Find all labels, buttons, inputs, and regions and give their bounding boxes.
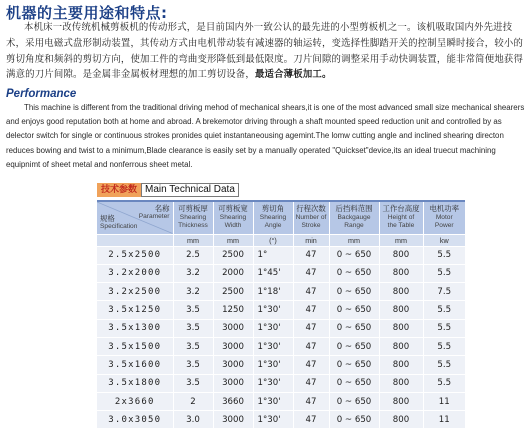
table-cell: 0 ~ 650 bbox=[329, 374, 379, 392]
table-cell: 3.5x1250 bbox=[97, 301, 173, 319]
column-header-en: Shearing bbox=[179, 213, 207, 221]
column-header-en: the Table bbox=[387, 221, 415, 229]
column-header-en: Height of bbox=[387, 213, 415, 221]
table-cell: 1°30' bbox=[253, 392, 293, 410]
unit-cell: kw bbox=[423, 234, 465, 246]
intro-paragraph-cn bbox=[6, 20, 526, 83]
table-cell: 1°30' bbox=[253, 337, 293, 355]
column-header-en: Power bbox=[434, 221, 454, 229]
table-cell: 7.5 bbox=[423, 283, 465, 301]
table-cell: 800 bbox=[379, 337, 423, 355]
table-cell: 800 bbox=[379, 356, 423, 374]
table-cell: 1°45' bbox=[253, 264, 293, 282]
column-header-en: Shearing bbox=[219, 213, 247, 221]
table-cell: 0 ~ 650 bbox=[329, 392, 379, 410]
table-cell: 3.0 bbox=[173, 411, 213, 429]
table-cell: 0 ~ 650 bbox=[329, 301, 379, 319]
unit-cell: mm bbox=[379, 234, 423, 246]
table-cell: 1°30' bbox=[253, 301, 293, 319]
table-cell: 3.5x1600 bbox=[97, 356, 173, 374]
table-row bbox=[97, 356, 465, 374]
table-cell: 3.0x3050 bbox=[97, 411, 173, 429]
column-header-en: Angle bbox=[264, 221, 282, 229]
table-cell: 2500 bbox=[213, 246, 253, 264]
intro-text-cn: 本机床一改传统机械剪板机的传动形式，是目前国内外一致公认的最先进的小型剪板机之一。该机吸取国内外先进技术，采用电磁式盘形制动装置，其传动方式由电机带动装有减速器的轴运转，变选择性脚踏开关的控制呈瞬时接合，较小的剪切角度和频斜的剪切方向，使加工件的弯曲变形降低到最低限度。刀片间隙的调整采用手动快调装置，能非常简便地获得满意的刀片间隙。是金属非金属板材理想的加工剪切设备， bbox=[6, 22, 524, 81]
unit-cell: (°) bbox=[253, 234, 293, 246]
table-cell: 5.5 bbox=[423, 356, 465, 374]
table-cell: 11 bbox=[423, 411, 465, 429]
column-header-cn: 可剪板厚 bbox=[178, 204, 208, 214]
table-cell: 3.2 bbox=[173, 283, 213, 301]
column-header-en: Width bbox=[224, 221, 242, 229]
column-header-cn: 电机功率 bbox=[429, 204, 460, 214]
table-cell: 1°30' bbox=[253, 319, 293, 337]
column-header bbox=[293, 202, 329, 234]
table-cell: 0 ~ 650 bbox=[329, 283, 379, 301]
table-cell: 1250 bbox=[213, 301, 253, 319]
specification-label-en: Specification bbox=[100, 222, 138, 230]
unit-cell: min bbox=[293, 234, 329, 246]
table-cell: 1°30' bbox=[253, 356, 293, 374]
table-cell: 5.5 bbox=[423, 246, 465, 264]
table-cell: 1°18' bbox=[253, 283, 293, 301]
table-units-row bbox=[97, 234, 465, 246]
intro-emphasis-cn: 最适合薄板加工。 bbox=[254, 69, 332, 81]
column-header-en: Thickness bbox=[178, 221, 208, 229]
table-cell: 3660 bbox=[213, 392, 253, 410]
table-cell: 2.5x2500 bbox=[97, 246, 173, 264]
table-cell: 47 bbox=[293, 411, 329, 429]
table-cell: 800 bbox=[379, 374, 423, 392]
column-header-en: Shearing bbox=[259, 213, 287, 221]
table-cell: 0 ~ 650 bbox=[329, 264, 379, 282]
unit-cell: mm bbox=[173, 234, 213, 246]
performance-paragraph: This machine is different from the traditional driving mehod of mechanical shears,it is one of the most advanced small size mechanical shearers and enjoys good reputation both at home and abroad. A brekemotor driving through a shaft mounted speed reduction unit and controlled by as delector switch for single or continuous strokes pronides quiet instantaneousing agemint.The lomw cutting angle and inclined shearing directon reduces bowing and twist to a minimum,Blade clearance is easily set by a manually operated "Quickset"device,its an ideal truecut machining equipnimt of sheet metal and nonferrous sheet metal. bbox=[6, 103, 525, 169]
unit-cell: mm bbox=[213, 234, 253, 246]
table-cell: 800 bbox=[379, 319, 423, 337]
table-cell: 47 bbox=[293, 283, 329, 301]
table-cell: 3.5 bbox=[173, 301, 213, 319]
column-header bbox=[253, 202, 293, 234]
spec-table bbox=[97, 202, 465, 429]
column-header-cn: 工作台高度 bbox=[382, 204, 420, 214]
column-header-en: Range bbox=[344, 221, 364, 229]
table-cell: 3000 bbox=[213, 356, 253, 374]
table-cell: 800 bbox=[379, 283, 423, 301]
table-cell: 800 bbox=[379, 392, 423, 410]
table-cell: 1°30' bbox=[253, 374, 293, 392]
table-cell: 3000 bbox=[213, 337, 253, 355]
table-row bbox=[97, 411, 465, 429]
column-header-en: Stroke bbox=[301, 221, 321, 229]
table-row bbox=[97, 392, 465, 410]
table-cell: 1°30' bbox=[253, 411, 293, 429]
table-cell: 47 bbox=[293, 374, 329, 392]
parameter-label-en: Parameter bbox=[138, 213, 170, 220]
table-cell: 2500 bbox=[213, 283, 253, 301]
table-cell: 0 ~ 650 bbox=[329, 411, 379, 429]
tech-data-heading bbox=[97, 183, 239, 197]
table-cell: 3.5 bbox=[173, 374, 213, 392]
table-cell: 3.5 bbox=[173, 337, 213, 355]
table-cell: 800 bbox=[379, 264, 423, 282]
column-header-cn: 剪切角 bbox=[261, 204, 285, 214]
table-cell: 800 bbox=[379, 246, 423, 264]
column-header-cn: 后挡料范围 bbox=[335, 204, 373, 214]
spec-header-cell bbox=[97, 202, 173, 234]
table-cell: 3.5 bbox=[173, 319, 213, 337]
column-header-en: Number of bbox=[295, 213, 327, 221]
column-header-en: Backgauge bbox=[337, 213, 371, 221]
tech-data-label-en: Main Technical Data bbox=[141, 183, 239, 197]
unit-cell bbox=[97, 234, 173, 246]
column-header-cn: 行程次数 bbox=[296, 204, 326, 214]
specification-label-cn: 规格 bbox=[100, 213, 115, 223]
column-header bbox=[173, 202, 213, 234]
table-cell: 3.2x2000 bbox=[97, 264, 173, 282]
table-cell: 800 bbox=[379, 411, 423, 429]
table-cell: 3.2x2500 bbox=[97, 283, 173, 301]
table-row bbox=[97, 246, 465, 264]
table-cell: 3000 bbox=[213, 374, 253, 392]
tech-data-label-cn: 技术参数 bbox=[97, 183, 141, 197]
table-cell: 47 bbox=[293, 319, 329, 337]
performance-heading: Performance bbox=[6, 88, 77, 100]
table-cell: 47 bbox=[293, 392, 329, 410]
column-header bbox=[213, 202, 253, 234]
table-cell: 2.5 bbox=[173, 246, 213, 264]
table-cell: 0 ~ 650 bbox=[329, 337, 379, 355]
table-cell: 3.5x1800 bbox=[97, 374, 173, 392]
table-header-row bbox=[97, 202, 465, 234]
table-cell: 5.5 bbox=[423, 264, 465, 282]
table-cell: 2000 bbox=[213, 264, 253, 282]
table-cell: 5.5 bbox=[423, 374, 465, 392]
spec-header-specification bbox=[100, 215, 137, 231]
table-cell: 3000 bbox=[213, 411, 253, 429]
table-cell: 2 bbox=[173, 392, 213, 410]
table-cell: 3000 bbox=[213, 319, 253, 337]
table-cell: 2x3660 bbox=[97, 392, 173, 410]
table-cell: 47 bbox=[293, 301, 329, 319]
table-cell: 5.5 bbox=[423, 319, 465, 337]
table-cell: 3.5x1500 bbox=[97, 337, 173, 355]
table-row bbox=[97, 301, 465, 319]
spec-header-parameter bbox=[139, 205, 170, 221]
table-row bbox=[97, 337, 465, 355]
parameter-label-cn: 名称 bbox=[154, 204, 170, 213]
table-cell: 0 ~ 650 bbox=[329, 319, 379, 337]
table-cell: 3.2 bbox=[173, 264, 213, 282]
table-row bbox=[97, 374, 465, 392]
table-row bbox=[97, 283, 465, 301]
table-cell: 1° bbox=[253, 246, 293, 264]
table-cell: 47 bbox=[293, 356, 329, 374]
column-header bbox=[423, 202, 465, 234]
table-cell: 47 bbox=[293, 264, 329, 282]
table-cell: 47 bbox=[293, 337, 329, 355]
table-cell: 5.5 bbox=[423, 301, 465, 319]
column-header bbox=[329, 202, 379, 234]
section-title-cn: 机器的主要用途和特点: bbox=[6, 4, 168, 22]
table-cell: 0 ~ 650 bbox=[329, 356, 379, 374]
column-header bbox=[379, 202, 423, 234]
unit-cell: mm bbox=[329, 234, 379, 246]
table-cell: 800 bbox=[379, 301, 423, 319]
table-cell: 3.5x1300 bbox=[97, 319, 173, 337]
column-header-cn: 可剪板宽 bbox=[218, 204, 248, 214]
table-cell: 11 bbox=[423, 392, 465, 410]
table-row bbox=[97, 319, 465, 337]
table-cell: 47 bbox=[293, 246, 329, 264]
table-cell: 0 ~ 650 bbox=[329, 246, 379, 264]
table-cell: 5.5 bbox=[423, 337, 465, 355]
table-row bbox=[97, 264, 465, 282]
column-header-en: Motor bbox=[435, 213, 453, 221]
spec-table-wrapper bbox=[97, 200, 465, 429]
table-cell: 3.5 bbox=[173, 356, 213, 374]
